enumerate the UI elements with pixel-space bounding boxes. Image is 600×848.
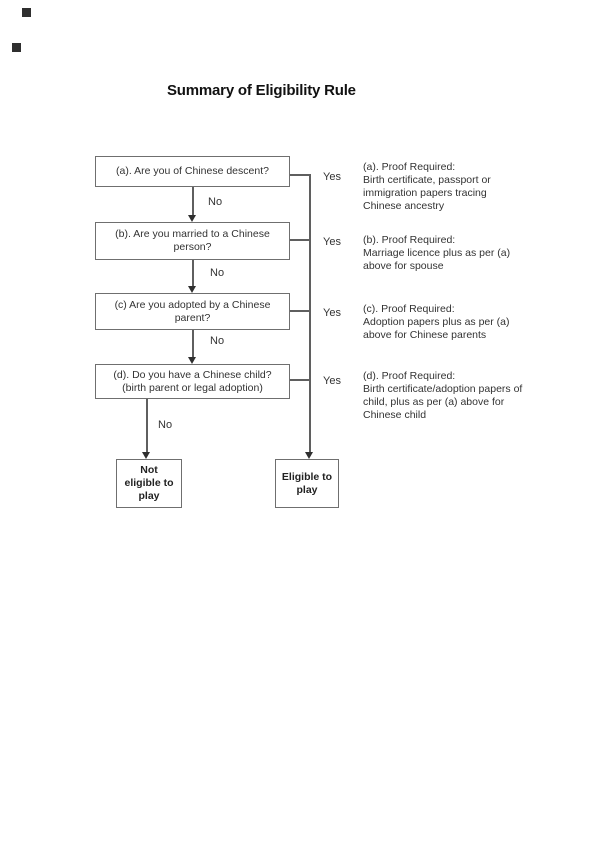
yes-label-c: Yes [323,307,341,319]
text-line: play [296,483,318,496]
scan-artifact-speck [12,43,21,52]
yes-connector-a-line [290,174,310,176]
text-line: Chinese ancestry [363,200,445,212]
arrowhead-into-d-icon [188,357,196,364]
question-box-c [95,293,290,330]
yes-connector-c-line [290,310,310,312]
no-label-c: No [210,335,225,347]
connector-d-to-not-eligible-line [146,399,148,452]
text-line: (a). Proof Required: [363,161,456,173]
proof-text-d [363,370,553,422]
yes-label-b: Yes [323,236,341,248]
text-line: person? [173,241,212,253]
no-label-b: No [210,267,225,279]
terminal-box-eligible [275,459,339,508]
text-line: (c) Are you adopted by a Chinese [114,298,271,311]
question-box-b [95,222,290,260]
text-line: (d). Proof Required: [363,370,456,382]
question-box-d [95,364,290,399]
text-line: above for Chinese parents [363,329,487,341]
text-line: (a). Are you of Chinese descent? [116,165,269,177]
text-line: eligible to [124,477,174,489]
scan-artifact-speck [22,8,31,17]
text-line: child, plus as per (a) above for [363,396,505,408]
text-line: immigration papers tracing [363,187,487,199]
arrowhead-into-eligible-icon [305,452,313,459]
yes-label-a: Yes [323,171,341,183]
question-box-a [95,156,290,187]
connector-c-to-d-line [192,330,194,357]
text-line: parent? [174,311,211,324]
arrowhead-into-b-icon [188,215,196,222]
text-line: (c). Proof Required: [363,303,455,315]
proof-text-c [363,303,553,342]
text-line: Birth certificate/adoption papers of [363,383,523,395]
text-line: Chinese child [363,409,427,421]
arrowhead-into-c-icon [188,286,196,293]
terminal-box-not-eligible [116,459,182,508]
arrowhead-into-not-eligible-icon [142,452,150,459]
text-line: Not [140,464,158,476]
yes-label-d: Yes [323,375,341,387]
text-line: play [138,490,160,502]
yes-main-line [309,174,311,452]
text-line: Adoption papers plus as per (a) [363,316,510,328]
text-line: (b). Proof Required: [363,234,456,246]
text-line: Marriage licence plus as per (a) [363,247,511,259]
proof-text-a [363,161,553,213]
text-line: above for spouse [363,260,444,272]
text-line: Eligible to [281,470,333,483]
no-label-d: No [158,419,173,431]
connector-a-to-b-line [192,187,194,216]
proof-text-b [363,234,553,273]
yes-connector-b-line [290,239,310,241]
text-line: Birth certificate, passport or [363,174,491,186]
page-title: Summary of Eligibility Rule [167,82,356,99]
connector-b-to-c-line [192,260,194,287]
text-line: (birth parent or legal adoption) [122,381,263,394]
text-line: (b). Are you married to a Chinese [115,228,270,240]
yes-connector-d-line [290,379,310,381]
no-label-a: No [208,196,223,208]
text-line: (d). Do you have a Chinese child? [113,368,272,381]
